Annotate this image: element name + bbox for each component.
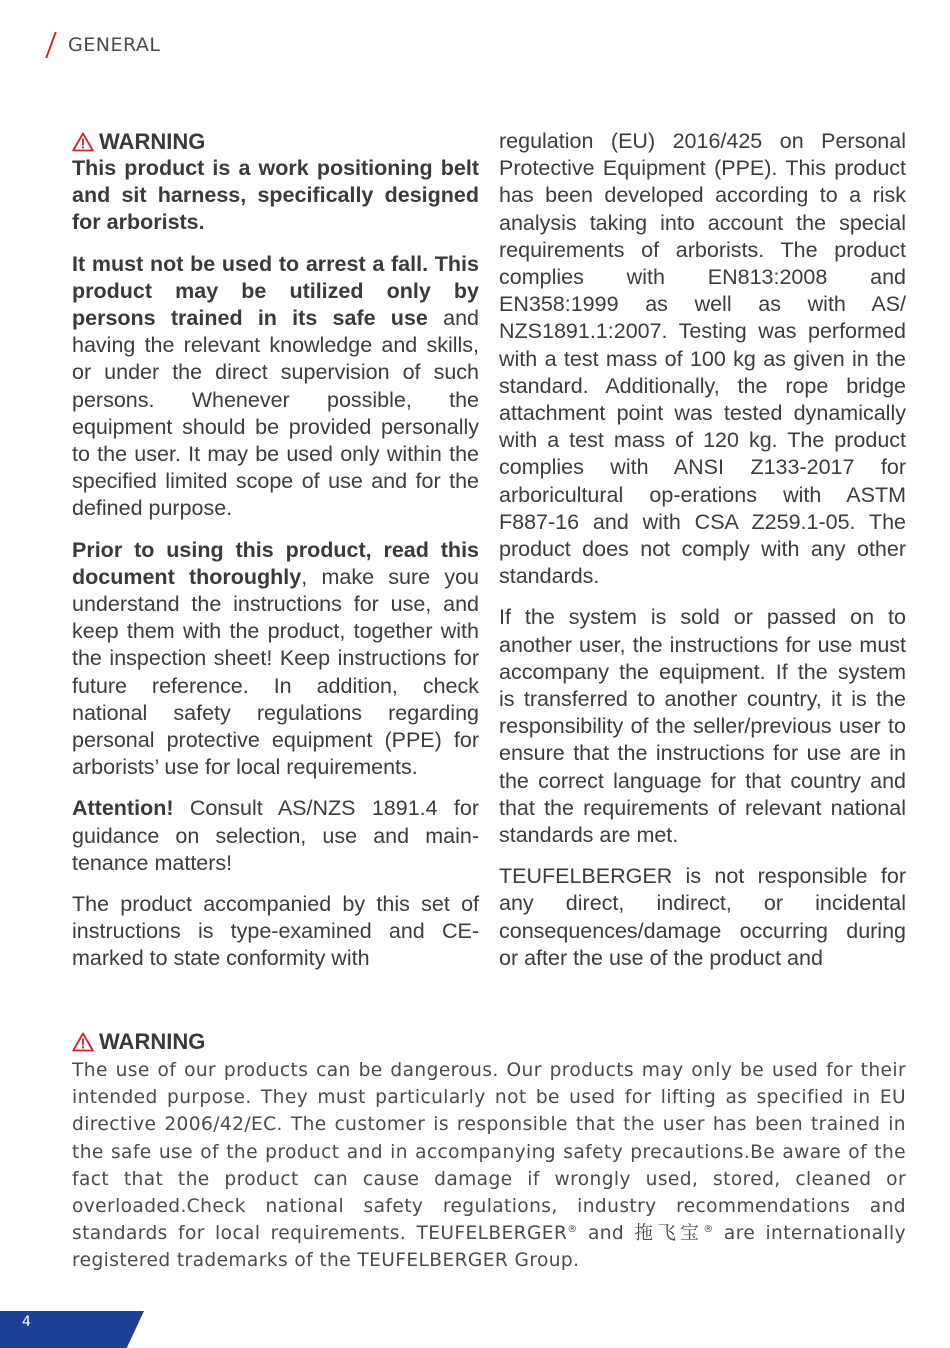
- prior-use-paragraph: [72, 537, 479, 782]
- bottom-warning-text-and: and 拖飞宝: [577, 1223, 704, 1245]
- bottom-warning-heading: [72, 1028, 906, 1055]
- warning-title: WARNING: [99, 129, 206, 154]
- liability-paragraph: TEUFELBERGER is not responsible for any direct, indirect, or incidental consequences/damage occurring during or after the use of the product and: [499, 864, 906, 970]
- registered-mark: ®: [703, 1224, 714, 1236]
- attention-text: Consult AS/NZS 1891.4 for guidance on selection, use and maintenance matters!: [72, 796, 479, 875]
- conformity-paragraph: The product accompanied by this set of instructions is type-examined and CE-marked to state conformity with: [72, 892, 479, 971]
- right-column: [499, 128, 906, 973]
- usage-bold-text: It must not be used to arrest a fall. This product may be utilized only by persons trained in its safe use: [72, 251, 479, 331]
- attention-paragraph: [72, 795, 479, 877]
- regulation-paragraph: regulation (EU) 2016/425 on Personal Protective Equipment (PPE). This product has been developed according to a risk analysis taking into account the special requirements of arborists. The product complies with EN813:2008 and EN358:1999 as well as with AS/ NZS1891.1:2007. Testing was performed with a test mass of 100 kg as given in the standard. Additionally, the rope bridge attachment point was tested dynamically with a test mass of 120 kg. The product complies with ANSI Z133-2017 for arboricultural op-erations with ASTM F887-16 and with CSA Z259.1-05. The product does not comply with any other standards.: [499, 129, 906, 589]
- usage-paragraph: [72, 251, 479, 523]
- bottom-warning-box: [72, 1028, 906, 1275]
- registered-mark: ®: [567, 1224, 578, 1236]
- prior-use-bold-text: Prior to using this product, read this document thoroughly: [72, 537, 479, 589]
- page-header: [50, 30, 160, 60]
- attention-bold-text: Attention!: [72, 796, 174, 821]
- bottom-warning-text: [72, 1057, 906, 1275]
- body-columns: [72, 128, 906, 973]
- resale-paragraph: If the system is sold or passed on to another user, the instructions for use must accompany the equipment. If the system is transferred to another country, it is the responsibility of the seller/previous user to ensure that the instructions for use are in the correct language for that country and that the requirements of relevant national standards are met.: [499, 605, 906, 848]
- intro-paragraph: This product is a work positioning belt and sit harness, specifically designed for arborists.: [72, 156, 479, 235]
- page-number: 4: [22, 1314, 31, 1330]
- warning-heading: [72, 128, 479, 155]
- usage-text: and having the relevant knowledge and skills, or under the direct supervision of such persons. Whenever possible, the equipment should be provided personally to the user. It may be used only within the specified limited scope of use and for the defined purpose.: [72, 306, 479, 521]
- section-title: GENERAL: [68, 34, 161, 56]
- bottom-warning-title: WARNING: [99, 1029, 206, 1054]
- left-column: [72, 128, 479, 973]
- prior-use-text: , make sure you understand the instructions for use, and keep them with the product, together with the inspection sheet! Keep instructions for future reference. In addition, check national safety regulations regarding personal protective equipment (PPE) for arborists’ use for local requirements.: [72, 564, 479, 780]
- bottom-warning-text-part1: The use of our products can be dangerous. Our products may only be used for their intended purpose. They must particularly not be used for lifting as specified in EU directive 2006/42/EC. The customer is responsible that the user has been trained in the safe use of the product and in accompanying safety precautions.Be aware of the fact that the product can cause damage if wrongly used, stored, cleaned or overloaded.Check national safety regulations, industry recommendations and standards for local requirements. TEUFELBERGER: [72, 1060, 906, 1245]
- bottom-warning-text-part2: are internationally registered trademarks of the TEUFELBERGER Group.: [72, 1223, 906, 1272]
- header-slash-mark: [45, 32, 56, 58]
- warning-triangle-icon: [72, 1032, 94, 1052]
- warning-triangle-icon: [72, 132, 94, 152]
